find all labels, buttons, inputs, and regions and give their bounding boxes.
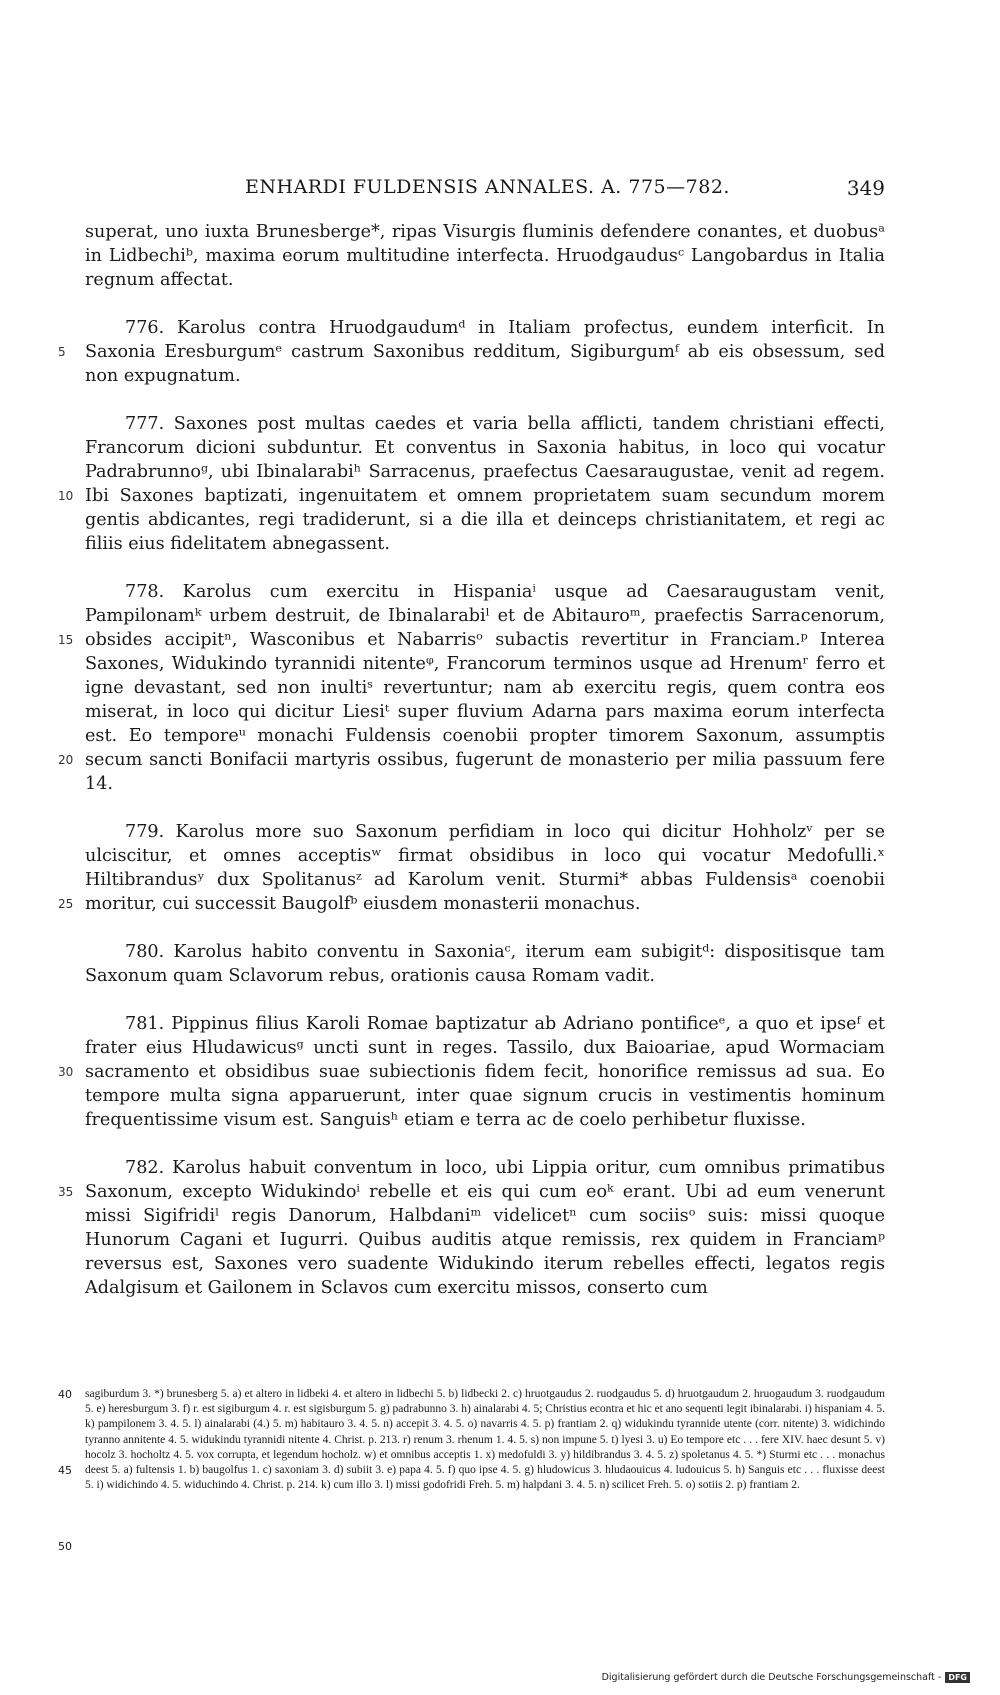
paragraph-text: superat, uno iuxta Brunesberge*, ripas Visurgis fluminis defendere conantes, et duobusᵃ in Lidbechiᵇ, maxima eorum multitudine interfecta. Hruodgaudusᶜ Langobardus in Italia regnum affectat.: [85, 222, 885, 290]
line-number: 45: [58, 1464, 72, 1477]
line-number: 20: [58, 753, 74, 767]
paragraph-text: 780. Karolus habito conventu in Saxoniaᶜ, iterum eam subigitᵈ: dispositisque tam Saxonum quam Sclavorum rebus, orationis causa Romam vadit.: [85, 942, 885, 986]
paragraph-779: [58, 820, 885, 916]
running-title: ENHARDI FULDENSIS ANNALES. A. 775—782.: [245, 176, 730, 198]
paragraph-778: [58, 580, 885, 796]
paragraph-text: 781. Pippinus filius Karoli Romae baptizatur ab Adriano pontificeᵉ, a quo et ipseᶠ et frater eius Hludawicusᵍ uncti sunt in reges. Tassilo, dux Baioariae, apud Wormaciam sacramento et obsidibus suae subiectionis fidem fecit, honorifice remissus ad sua. Eo tempore multa signa apparuerunt, inter quae signum crucis in vestimentis hominum frequentissime visum est. Sanguisʰ etiam e terra ac de coelo perhibetur fluxisse.: [85, 1014, 885, 1130]
paragraph-776: [58, 316, 885, 388]
line-number: 40: [58, 1388, 72, 1401]
footnote-text: sagiburdum 3. *) brunesberg 5. a) et altero in lidbeki 4. et altero in lidbechi 5. b) lidbecki 2. c) hruotgaudus 2. ruodgaudus 5. d) hruotgaudum 2. hruogaudum 3. ruodgaudum 5. e) heresburgum 3. f) r. est sigiburgum 4. r. est sigisburgum 5. g) padrabunno 3. h) ainalarabi 4. 5; Christius econtra et hic et ano sequenti legit ibinalarabi. i) hispaniam 4. 5. k) pampilonem 3. 4. 5. l) ainalarabi (4.) 5. m) habitauro 3. 4. 5. n) accepit 3. 4. 5. o) navarris 4. 5. p) frantiam 2. q) widukindu tyrannide utente (corr. nitente) 3. widichindo tyranno annitente 4. 5. widukindu tyrannidi nitente 4. Christ. p. 213. r) renum 3. rhenum 1. 4. 5. s) non impune 5. t) lyesi 3. u) Eo tempore etc . . . fere XIV. haec desunt 5. v) hocolz 3. hocholtz 4. 5. vox corrupta, et legendum hocholz. w) et omnibus acceptis 1. x) medofuldi 3. y) hildibrandus 3. 4. 5. z) spoletanus 4. 5. *) Sturmi etc . . . monachus deest 5. a) fultensis 1. b) baugolfus 1. c) saxoniam 3. d) subiit 3. e) papa 4. 5. f) quo ipse 4. 5. g) hludowicus 3. hludaouicus 4. ludouicus 5. h) Sanguis etc . . . fluxisse deest 5. i) widichindo 4. 5. widuchindo 4. Christ. p. 214. k) cum illo 3. l) missi godofridi Freh. 5. m) halpdani 3. 4. 5. n) scilicet Freh. 5. o) sotiis 2. p) frantiam 2.: [85, 1388, 885, 1492]
main-text: [58, 220, 885, 1324]
paragraph-text: 779. Karolus more suo Saxonum perfidiam in loco qui dicitur Hohholzᵛ per se ulciscitur, et omnes acceptisʷ firmat obsidibus in loco qui vocatur Medofulli.ˣ Hiltibrandusʸ dux Spolitanusᶻ ad Karolum venit. Sturmi* abbas Fuldensisᵃ coenobii moritur, cui successit Baugolfᵇ eiusdem monasterii monachus.: [85, 822, 885, 914]
dfg-logo: DFG: [945, 1672, 970, 1683]
paragraph-777: [58, 412, 885, 556]
line-number: 50: [58, 1540, 72, 1553]
line-number: 30: [58, 1065, 74, 1079]
line-number: 15: [58, 633, 74, 647]
credit-text: Digitalisierung gefördert durch die Deutsche Forschungsgemeinschaft -: [601, 1672, 942, 1683]
critical-apparatus: [58, 1387, 885, 1553]
paragraph-780: [85, 940, 885, 988]
paragraph-text: 776. Karolus contra Hruodgaudumᵈ in Italiam profectus, eundem interficit. In Saxonia Eresburgumᵉ castrum Saxonibus redditum, Sigiburgumᶠ ab eis obsessum, sed non expugnatum.: [85, 318, 885, 386]
paragraph-text: 778. Karolus cum exercitu in Hispaniaⁱ usque ad Caesaraugustam venit, Pampilonamᵏ urbem destruit, de Ibinalarabiˡ et de Abitauroᵐ, praefectis Sarracenorum, obsides accipitⁿ, Wasconibus et Nabarrisᵒ subactis revertitur in Franciam.ᵖ Interea Saxones, Widukindo tyrannidi nitenteᵠ, Francorum terminos usque ad Hrenumʳ ferro et igne devastant, sed non inultiˢ revertuntur; nam ab exercitu regis, quem contra eos miserat, in loco qui dicitur Liesiᵗ super fluvium Adarna pars maxima eorum interfecta est. Eo temporeᵘ monachi Fuldensis coenobii propter timorem Saxonum, assumptis secum sancti Bonifacii martyris ossibus, fugerunt de monasterio per milia passuum fere 14.: [85, 582, 885, 794]
paragraph-781: [58, 1012, 885, 1132]
page-number: 349: [846, 176, 885, 200]
paragraph-text: 777. Saxones post multas caedes et varia bella afflicti, tandem christiani effecti, Francorum dicioni subduntur. Et conventus in Saxonia habitus, in loco qui vocatur Padrabrunnoᵍ, ubi Ibinalarabiʰ Sarracenus, praefectus Caesaraugustae, venit ad regem. Ibi Saxones baptizati, ingenuitatem et omnem proprietatem suam secundum morem gentis abdicantes, regi tradiderunt, si a die illa et deinceps christianitatem, et regi ac filiis eius fidelitatem abnegassent.: [85, 414, 885, 554]
paragraph-775-continued: [85, 220, 885, 292]
line-number: 10: [58, 489, 74, 503]
paragraph-782: [58, 1156, 885, 1300]
footnote-block: [85, 1387, 885, 1493]
page-header: [85, 176, 885, 206]
line-number: 5: [58, 345, 66, 359]
paragraph-text: 782. Karolus habuit conventum in loco, ubi Lippia oritur, cum omnibus primatibus Saxonum, excepto Widukindoⁱ rebelle et eis qui cum eoᵏ erant. Ubi ad eum venerunt missi Sigifridiˡ regis Danorum, Halbdaniᵐ videlicetⁿ cum sociisᵒ suis: missi quoque Hunorum Cagani et Iugurri. Quibus auditis atque remissis, rex quidem in Franciamᵖ reversus est, Saxones vero suadente Widukindo iterum rebelles effecti, legatos regis Adalgisum et Gailonem in Sclavos cum exercitu missos, conserto cum: [85, 1158, 885, 1298]
line-number: 35: [58, 1185, 74, 1199]
line-number: 25: [58, 897, 74, 911]
digitization-credit: [602, 1672, 970, 1683]
